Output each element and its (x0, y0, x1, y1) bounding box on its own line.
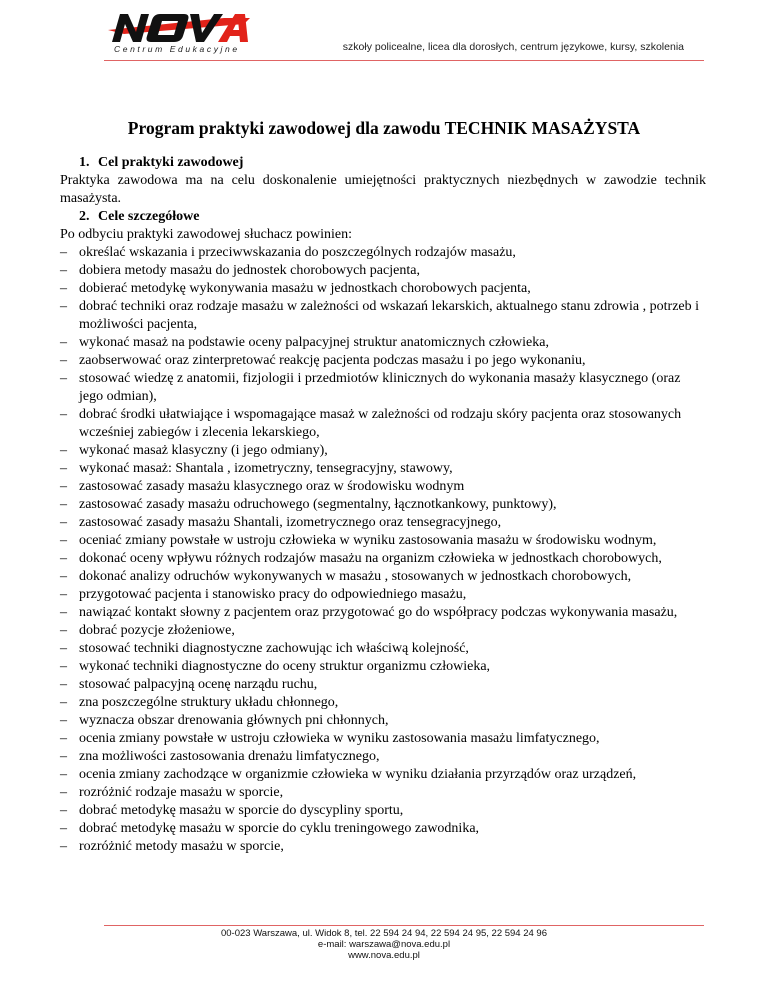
nova-logo-wordmark (104, 12, 250, 42)
document-title: Program praktyki zawodowej dla zawodu TECHNIK MASAŻYSTA (127, 118, 641, 138)
list-item: – dokonać oceny wpływu różnych rodzajów masażu na organizm człowieka w jednostkach chorobowych, (60, 551, 662, 566)
list-dash: – (60, 335, 67, 350)
detailed-goals-list (60, 244, 706, 856)
list-item: – oceniać zmiany powstałe w ustroju człowieka w wyniku zastosowania masażu w środowisku wodnym, (60, 533, 657, 548)
list-dash: – (60, 767, 67, 782)
section-number: 2. (79, 209, 90, 224)
list-dash: – (60, 263, 67, 278)
list-item: – zna poszczególne struktury układu chłonnego, (60, 695, 339, 710)
list-dash: – (60, 839, 67, 854)
list-item: – stosować wiedzę z anatomii, fizjologii i przedmiotów klinicznych do wykonania masaży klasycznego (oraz jego odmian), (60, 371, 681, 404)
list-item: – dobierać metodykę wykonywania masażu w jednostkach chorobowych pacjenta, (60, 281, 531, 296)
list-dash: – (60, 749, 67, 764)
list-item: – ocenia zmiany powstałe w ustroju człowieka w wyniku zastosowania masażu limfatycznego, (60, 731, 600, 746)
list-item: – dokonać analizy odruchów wykonywanych w masażu , stosowanych w jednostkach chorobowych, (60, 569, 632, 584)
footer-website: www.nova.edu.pl (348, 950, 420, 961)
list-item: – nawiązać kontakt słowny z pacjentem oraz przygotować go do współpracy podczas wykonywania masażu, (60, 605, 678, 620)
section-number: 1. (79, 155, 90, 170)
list-item: – określać wskazania i przeciwwskazania do poszczególnych rodzajów masażu, (60, 245, 516, 260)
list-dash: – (60, 533, 67, 548)
list-item: – zna możliwości zastosowania drenażu limfatycznego, (60, 749, 380, 764)
header-divider (104, 60, 704, 61)
list-dash: – (60, 731, 67, 746)
list-dash: – (60, 587, 67, 602)
list-dash: – (60, 479, 67, 494)
list-dash: – (60, 695, 67, 710)
list-item: – zastosować zasady masażu odruchowego (segmentalny, łącznotkankowy, punktowy), (60, 497, 557, 512)
section-heading-detailed-goals (60, 208, 706, 226)
list-item: – rozróżnić metody masażu w sporcie, (60, 839, 284, 854)
list-intro: Po odbyciu praktyki zawodowej słuchacz powinien: (60, 227, 352, 242)
list-item: – wykonać masaż klasyczny (i jego odmiany), (60, 443, 328, 458)
list-item: – wykonać masaż: Shantala , izometryczny, tensegracyjny, stawowy, (60, 461, 453, 476)
section-heading-goal (60, 154, 706, 172)
list-dash: – (60, 821, 67, 836)
list-item: – dobrać pozycje złożeniowe, (60, 623, 235, 638)
logo-letter-v (190, 14, 223, 42)
list-dash: – (60, 623, 67, 638)
logo-subtitle: Centrum Edukacyjne (114, 44, 240, 54)
list-dash: – (60, 353, 67, 368)
list-dash: – (60, 551, 67, 566)
list-dash: – (60, 245, 67, 260)
section-heading-text: Cele szczegółowe (98, 209, 200, 224)
list-dash: – (60, 299, 67, 314)
document-body (60, 154, 706, 856)
list-item: – dobrać metodykę masażu w sporcie do cyklu treningowego zawodnika, (60, 821, 480, 836)
list-item: – rozróżnić rodzaje masażu w sporcie, (60, 785, 284, 800)
list-dash: – (60, 281, 67, 296)
list-dash: – (60, 605, 67, 620)
list-dash: – (60, 677, 67, 692)
list-dash: – (60, 497, 67, 512)
list-item: – stosować palpacyjną ocenę narządu ruchu, (60, 677, 318, 692)
list-item: – ocenia zmiany zachodzące w organizmie człowieka w wyniku działania przyrządów oraz urządzeń, (60, 767, 637, 782)
list-dash: – (60, 515, 67, 530)
list-item: – wykonać masaż na podstawie oceny palpacyjnej struktur anatomicznych człowieka, (60, 335, 549, 350)
page-footer (0, 928, 768, 961)
list-dash: – (60, 407, 67, 422)
list-dash: – (60, 659, 67, 674)
nova-logo (104, 12, 254, 58)
footer-email: e-mail: warszawa@nova.edu.pl (317, 939, 451, 950)
header-tagline: szkoły policealne, licea dla dorosłych, centrum językowe, kursy, szkolenia (342, 41, 684, 53)
list-dash: – (60, 713, 67, 728)
list-item: – stosować techniki diagnostyczne zachowując ich właściwą kolejność, (60, 641, 469, 656)
footer-address: 00-023 Warszawa, ul. Widok 8, tel. 22 594 24 94, 22 594 24 95, 22 594 24 96 (220, 928, 548, 939)
list-item: – dobrać środki ułatwiające i wspomagające masaż w zależności od rodzaju skóry pacjenta oraz stosowanych wcześniej zabiegów i zlecenia lekarskiego, (60, 407, 682, 440)
section-paragraph: Praktyka zawodowa ma na celu doskonalenie umiejętności praktycznych niezbędnych w zawodzie technik masażysta. (60, 173, 706, 206)
list-item: – wykonać techniki diagnostyczne do oceny struktur organizmu człowieka, (60, 659, 491, 674)
list-dash: – (60, 803, 67, 818)
list-item: – dobrać metodykę masażu w sporcie do dyscypliny sportu, (60, 803, 404, 818)
list-item: – dobrać techniki oraz rodzaje masażu w zależności od wskazań lekarskich, aktualnego stanu zdrowia , potrzeb i możliwości pacjenta, (60, 299, 700, 332)
list-item: – zastosować zasady masażu klasycznego oraz w środowisku wodnym (60, 479, 465, 494)
list-item: – zastosować zasady masażu Shantali, izometrycznego oraz tensegracyjnego, (60, 515, 502, 530)
list-dash: – (60, 443, 67, 458)
list-item: – przygotować pacjenta i stanowisko pracy do odpowiedniego masażu, (60, 587, 467, 602)
page-header (0, 0, 768, 62)
list-dash: – (60, 461, 67, 476)
section-heading-text: Cel praktyki zawodowej (98, 155, 244, 170)
list-item: – dobiera metody masażu do jednostek chorobowych pacjenta, (60, 263, 420, 278)
logo-letter-n (112, 14, 149, 42)
list-dash: – (60, 569, 67, 584)
list-dash: – (60, 785, 67, 800)
footer-divider (104, 925, 704, 926)
list-dash: – (60, 641, 67, 656)
list-item: – wyznacza obszar drenowania głównych pni chłonnych, (60, 713, 389, 728)
list-item: – zaobserwować oraz zinterpretować reakcję pacjenta podczas masażu i po jego wykonaniu, (60, 353, 586, 368)
list-dash: – (60, 371, 67, 386)
